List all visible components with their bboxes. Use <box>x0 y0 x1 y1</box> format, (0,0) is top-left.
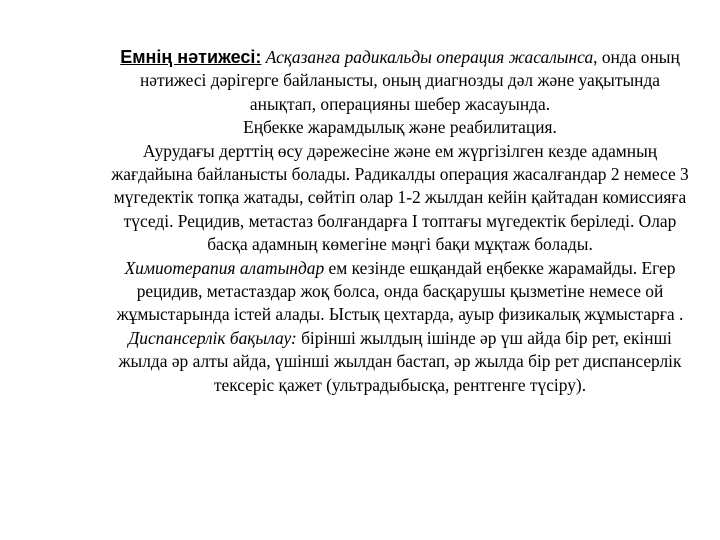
disability-paragraph: Аурудағы дерттің өсу дәрежесіне және ем жүргізілген кезде адамның жағдайына байланысты болады. Радикалды операция жасалғандар 2 немесе 3 мүгедектік топқа жатады, сөйтіп олар 1-2 жылдан кейін қайтадан комиссияға түседі. Рецидив, метастаз болғандарға І топтағы мүгедектік беріледі. Олар басқа адамның көмегіне мәңгі бақи мұқтаж болады. <box>111 140 689 255</box>
dispensary-text: бірінші жылдың ішінде әр үш айда бір рет, екінші жылда әр алты айда, үшінші жылдан бастап, әр жылда бір рет диспансерлік тексеріс қажет (ультрадыбысқа, рентгенге түсіру). <box>118 327 682 395</box>
dispensary-paragraph <box>110 327 690 397</box>
result-heading-italic: Асқазанға радикальды операция жасалынса <box>261 47 594 67</box>
slide-text-block <box>110 46 690 397</box>
result-heading: Емнің нәтижесі: <box>120 47 262 67</box>
dispensary-label: Диспансерлік бақылау: <box>128 327 297 348</box>
chemo-label: Химиотерапия алатындар <box>124 257 325 278</box>
chemo-text: ем кезінде ешқандай еңбекке жарамайды. Егер рецидив, метастаздар жоқ болса, онда басқарушы қызметіне немесе ой жұмыстарында істей алады. Ыстық цехтарда, ауыр физикалық жұмыстарға . <box>116 257 684 325</box>
chemo-paragraph <box>110 257 690 327</box>
section-title: Еңбекке жарамдылық және реабилитация. <box>243 117 557 138</box>
result-heading-rest: , онда оның нәтижесі дәрігерге байланысты, оның диагнозды дәл және уақытында анықтап, операцияны шебер жасауында. <box>139 47 680 114</box>
intro-paragraph <box>110 46 690 116</box>
